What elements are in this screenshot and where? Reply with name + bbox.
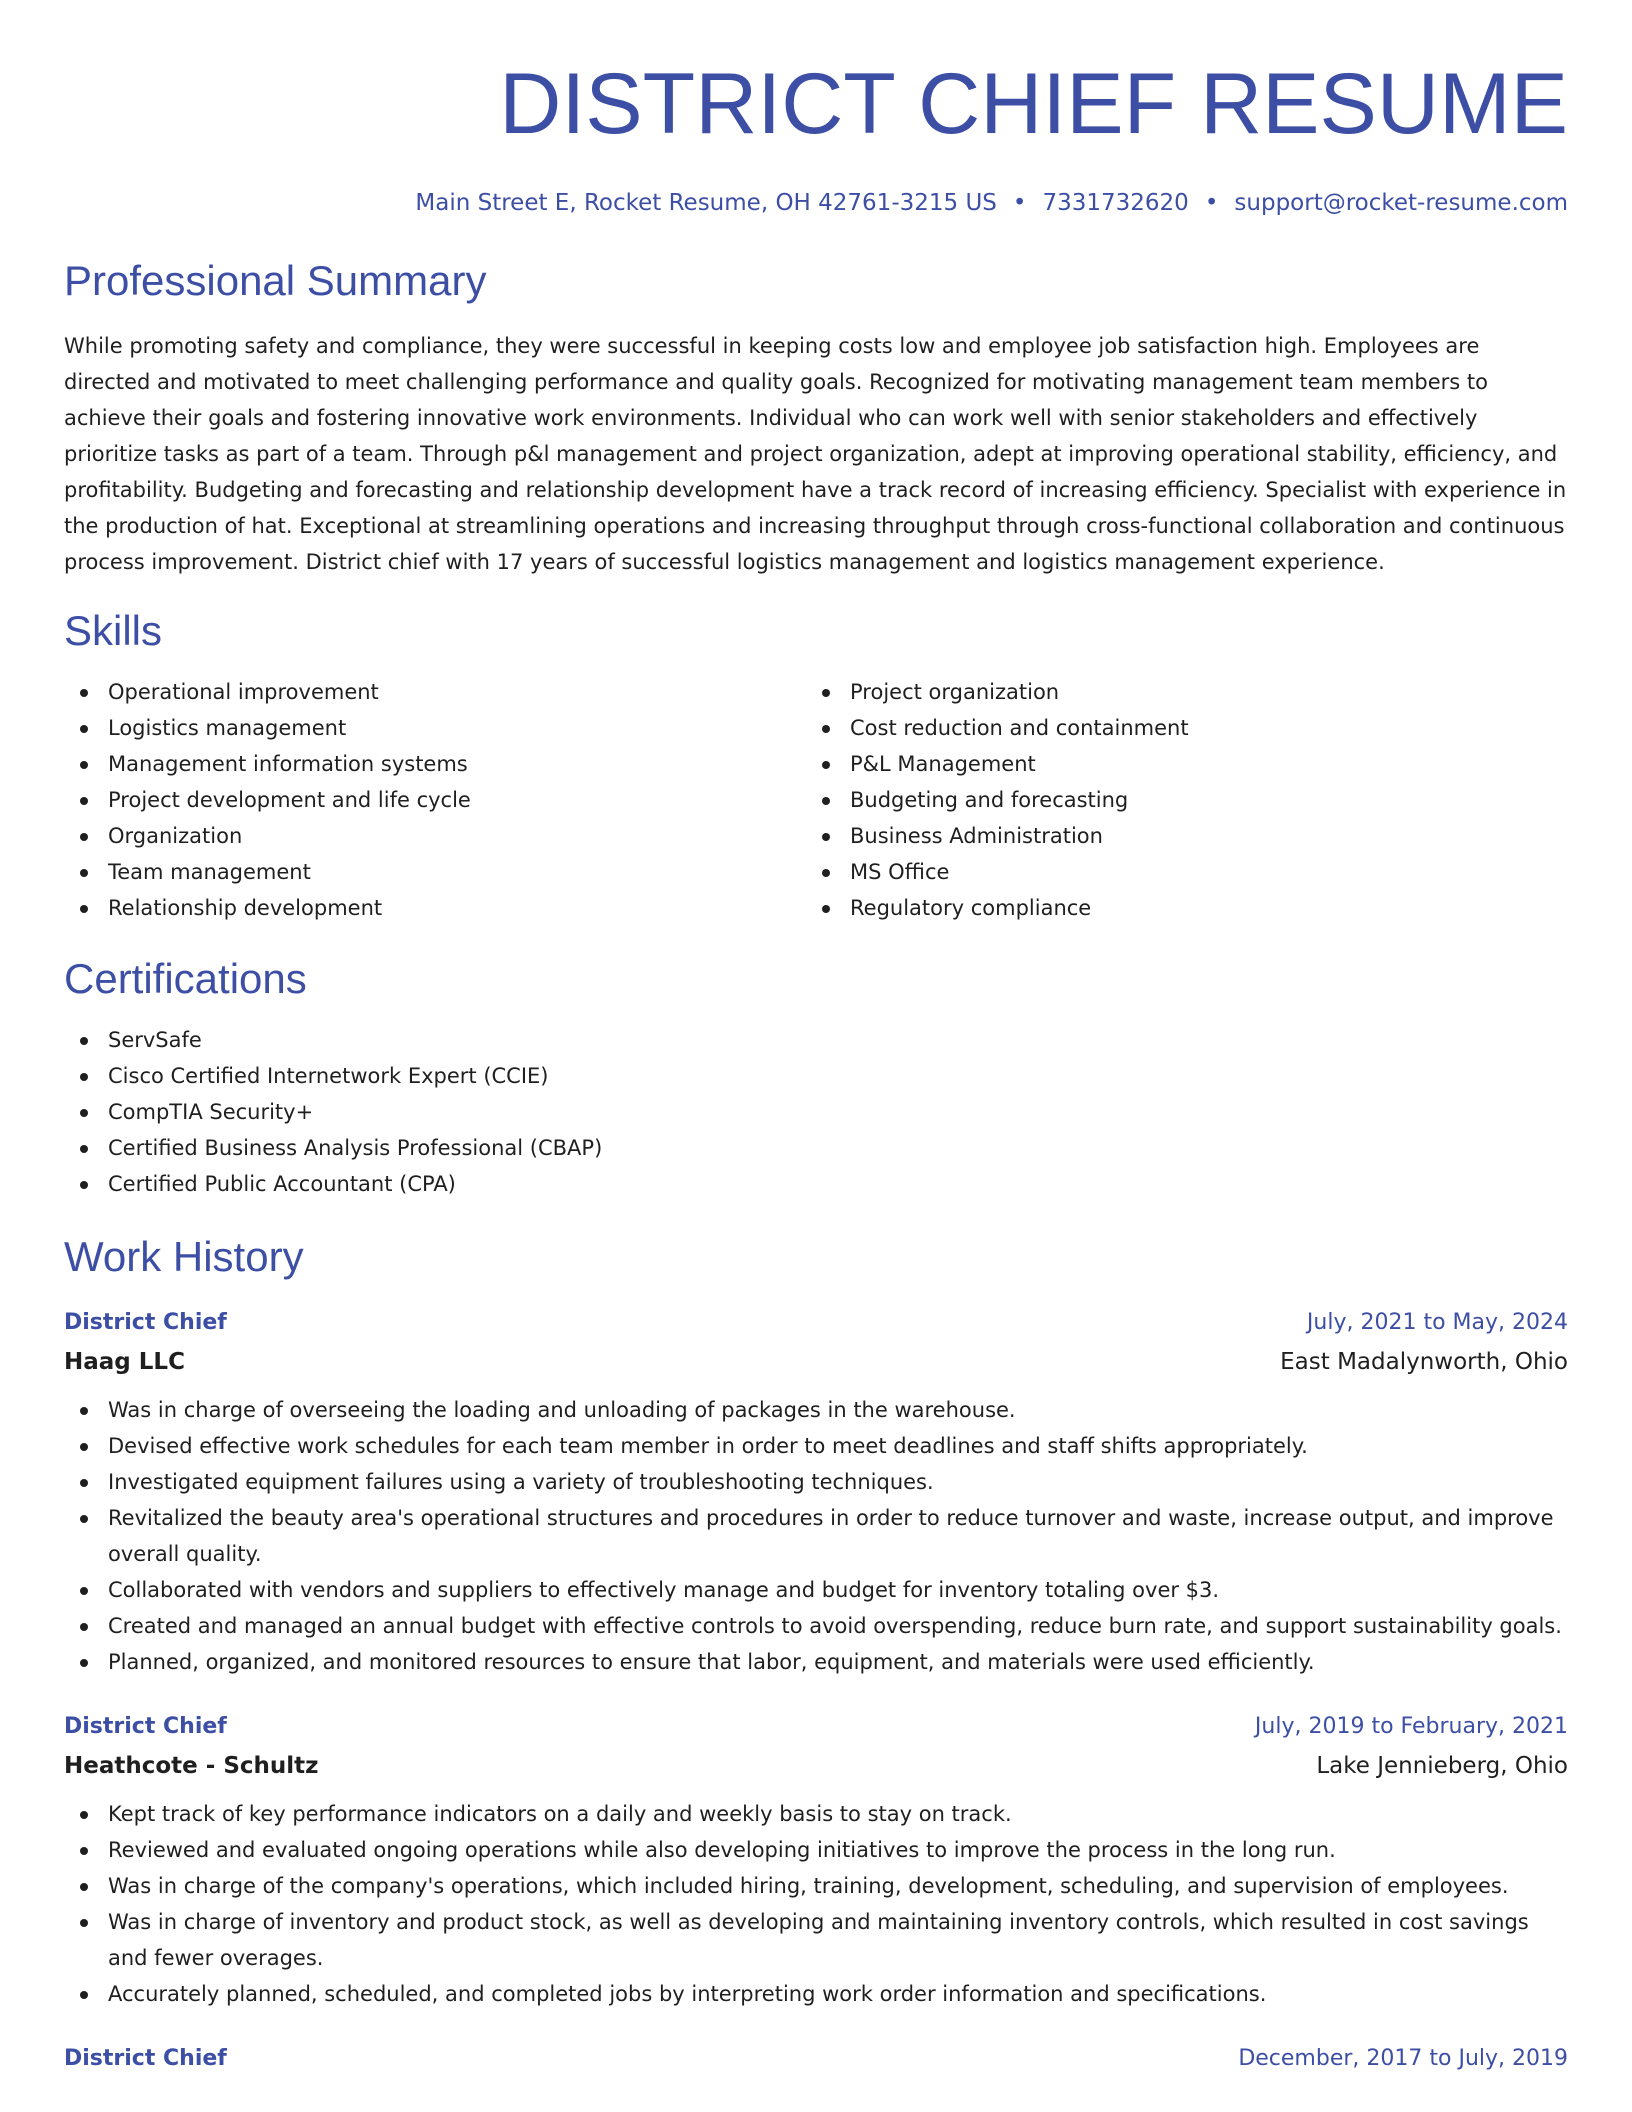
- skill-item: Relationship development: [64, 890, 806, 926]
- job-duty-item: Planned, organized, and monitored resources to ensure that labor, equipment, and materials were used efficiently.: [64, 1644, 1568, 1680]
- skill-item: Cost reduction and containment: [806, 710, 1548, 746]
- contact-separator: •: [1012, 190, 1027, 216]
- skills-list-left: [64, 674, 806, 926]
- skills-column-right: [806, 674, 1548, 926]
- skills-column-left: [64, 674, 806, 926]
- work-history-heading: Work History: [64, 1233, 304, 1280]
- skill-item: Project organization: [806, 674, 1548, 710]
- job-duty-item: Collaborated with vendors and suppliers to effectively manage and budget for inventory totaling over $3.: [64, 1572, 1568, 1608]
- skill-item: Project development and life cycle: [64, 782, 806, 818]
- job-duty-item: Reviewed and evaluated ongoing operations while also developing initiatives to improve the process in the long run.: [64, 1832, 1568, 1868]
- job-company: Haag LLC: [64, 1349, 185, 1375]
- job-duty-item: Revitalized the beauty area's operational structures and procedures in order to reduce turnover and waste, increase output, and improve overall quality.: [64, 1500, 1568, 1572]
- contact-phone: 7331732620: [1042, 190, 1189, 216]
- job-duty-item: Was in charge of the company's operations, which included hiring, training, development, scheduling, and supervision of employees.: [64, 1868, 1568, 1904]
- job-header-row: [64, 2040, 1568, 2078]
- contact-separator: •: [1204, 190, 1219, 216]
- skill-item: Business Administration: [806, 818, 1548, 854]
- skill-item: Logistics management: [64, 710, 806, 746]
- contact-email: support@rocket-resume.com: [1234, 190, 1568, 216]
- certification-item: Certified Public Accountant (CPA): [64, 1166, 1568, 1202]
- job-duties-list: [64, 1392, 1568, 1680]
- job-entry: [64, 1708, 1568, 2012]
- contact-line: [64, 188, 1568, 218]
- job-dates: July, 2021 to May, 2024: [1306, 1310, 1568, 1335]
- job-dates: July, 2019 to February, 2021: [1254, 1714, 1568, 1739]
- job-title: District Chief: [64, 1310, 227, 1335]
- job-duty-item: Accurately planned, scheduled, and completed jobs by interpreting work order information and specifications.: [64, 1976, 1568, 2012]
- skills-list-right: [806, 674, 1548, 926]
- skill-item: Budgeting and forecasting: [806, 782, 1548, 818]
- job-header-row: [64, 1304, 1568, 1342]
- skill-item: Management information systems: [64, 746, 806, 782]
- certifications-heading: Certifications: [64, 955, 307, 1002]
- job-duty-item: Was in charge of inventory and product stock, as well as developing and maintaining inventory controls, which resulted in cost savings and fewer overages.: [64, 1904, 1568, 1976]
- certification-item: Cisco Certified Internetwork Expert (CCIE): [64, 1058, 1568, 1094]
- certification-item: Certified Business Analysis Professional (CBAP): [64, 1130, 1568, 1166]
- skills-heading: Skills: [64, 607, 163, 654]
- summary-heading: Professional Summary: [64, 257, 487, 304]
- job-entry: [64, 1304, 1568, 1680]
- skill-item: Regulatory compliance: [806, 890, 1548, 926]
- job-duty-item: Devised effective work schedules for each team member in order to meet deadlines and staff shifts appropriately.: [64, 1428, 1568, 1464]
- job-company-row: [64, 1342, 1568, 1382]
- job-dates: December, 2017 to July, 2019: [1238, 2046, 1568, 2071]
- skill-item: Team management: [64, 854, 806, 890]
- job-company-row: [64, 1746, 1568, 1786]
- job-title: District Chief: [64, 1714, 227, 1739]
- resume-title: DISTRICT CHIEF RESUME: [499, 56, 1568, 152]
- certification-item: CompTIA Security+: [64, 1094, 1568, 1130]
- skills-grid: [64, 674, 1568, 926]
- job-duty-item: Kept track of key performance indicators on a daily and weekly basis to stay on track.: [64, 1796, 1568, 1832]
- certifications-list: [64, 1022, 1568, 1202]
- job-location: East Madalynworth, Ohio: [1280, 1349, 1568, 1375]
- job-duties-list: [64, 1796, 1568, 2012]
- summary-text: While promoting safety and compliance, they were successful in keeping costs low and employee job satisfaction high. Employees are directed and motivated to meet challenging performance and quality goals. Recognized for motivating management team members to achieve their goals and fostering innovative work environments. Individual who can work well with senior stakeholders and effectively prioritize tasks as part of a team. Through p&l management and project organization, adept at improving operational stability, efficiency, and profitability. Budgeting and forecasting and relationship development have a track record of increasing efficiency. Specialist with experience in the production of hat. Exceptional at streamlining operations and increasing throughput through cross-functional collaboration and continuous process improvement. District chief with 17 years of successful logistics management and logistics management experience.: [64, 334, 1567, 574]
- skill-item: P&L Management: [806, 746, 1548, 782]
- job-header-row: [64, 1708, 1568, 1746]
- skill-item: MS Office: [806, 854, 1548, 890]
- job-entry: [64, 2040, 1568, 2078]
- skill-item: Organization: [64, 818, 806, 854]
- job-location: Lake Jennieberg, Ohio: [1316, 1753, 1568, 1779]
- job-company: Heathcote - Schultz: [64, 1753, 319, 1779]
- job-duty-item: Investigated equipment failures using a variety of troubleshooting techniques.: [64, 1464, 1568, 1500]
- job-duty-item: Created and managed an annual budget with effective controls to avoid overspending, reduce burn rate, and support sustainability goals.: [64, 1608, 1568, 1644]
- job-title: District Chief: [64, 2046, 227, 2071]
- contact-address: Main Street E, Rocket Resume, OH 42761-3215 US: [415, 190, 997, 216]
- skill-item: Operational improvement: [64, 674, 806, 710]
- job-duty-item: Was in charge of overseeing the loading and unloading of packages in the warehouse.: [64, 1392, 1568, 1428]
- certification-item: ServSafe: [64, 1022, 1568, 1058]
